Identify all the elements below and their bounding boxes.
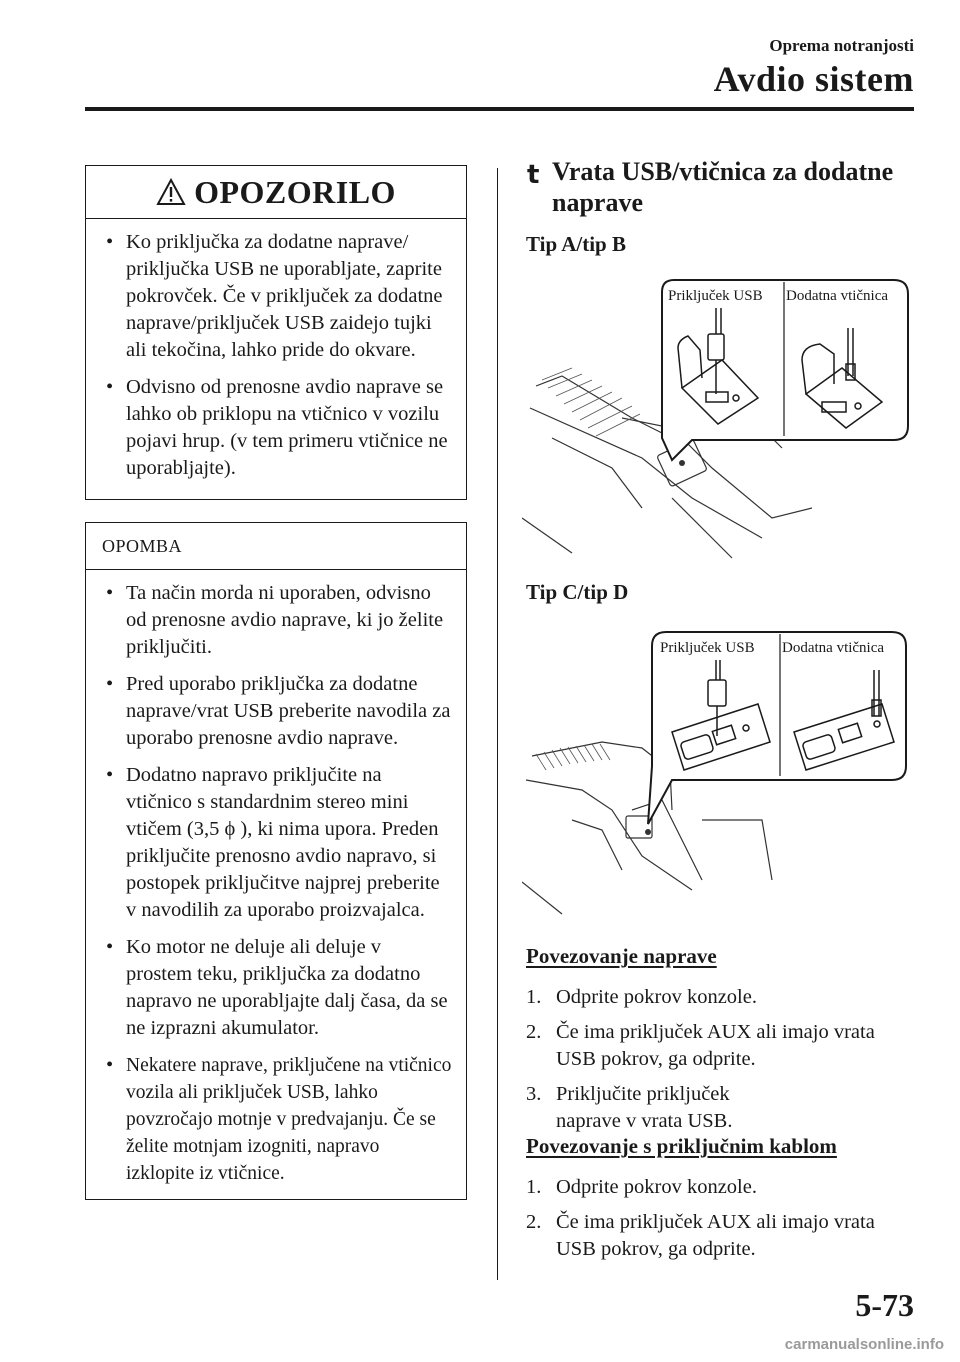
bullet: • — [106, 1054, 114, 1076]
note-item-text: Ta način morda ni uporaben, odvisno od prenosne avdio naprave, ki jo želite priključiti. — [126, 582, 444, 658]
list-item — [102, 1052, 452, 1187]
step-number: 3. — [526, 1083, 542, 1105]
note-title: OPOMBA — [86, 523, 466, 570]
note-item-text: Pred uporabo priključka za dodatne naprave/vrat USB preberite navodila za uporabo prenosne avdio naprave. — [126, 673, 451, 749]
callout-aux-label: Dodatna vtičnica — [782, 640, 885, 656]
section-title: Vrata USB/vtičnica za dodatne naprave — [552, 157, 894, 217]
page-number: 5-73 — [855, 1287, 914, 1323]
list-item — [102, 374, 452, 482]
bullet: • — [106, 231, 114, 253]
bullet: • — [106, 936, 114, 958]
list-item — [102, 671, 452, 752]
step-number: 2. — [526, 1211, 542, 1233]
bullet: • — [106, 673, 114, 695]
note-item-text: Nekatere naprave, priključene na vtičnico vozila ali priključek USB, lahko povzročajo motnje v predvajanju. Če se želite motnjam izogniti, napravo izklopite iz vtičnice. — [126, 1055, 452, 1184]
note-list — [86, 570, 466, 1187]
step-number: 2. — [526, 1021, 542, 1043]
figure-usb-aux-type-cd — [522, 620, 918, 920]
list-item — [526, 1081, 916, 1135]
section-marker: t — [527, 160, 540, 190]
note-box — [85, 522, 467, 1200]
connect-cable-heading: Povezovanje s priključnim kablom — [526, 1134, 837, 1158]
list-item — [102, 762, 452, 924]
step-number: 1. — [526, 1176, 542, 1198]
column-divider — [497, 168, 498, 1280]
warning-header — [86, 166, 466, 219]
note-item-text: Ko motor ne deluje ali deluje v prostem teku, priključka za dodatno napravo ne uporabljajte dalj časa, da se ne izprazni akumulator. — [126, 936, 448, 1039]
step-text: Priključite priključek naprave v vrata USB. — [556, 1083, 733, 1132]
list-item — [526, 1019, 916, 1073]
note-item-text: Dodatno napravo priključite na vtičnico s standardnim stereo mini vtičem (3,5 ϕ ), ki nima upora. Preden priključite prenosno avdio napravo, si postopek priključitve najprej preberite v navodilih za uporabo proizvajalca. — [126, 764, 440, 921]
connect-device-steps — [526, 984, 916, 1143]
watermark: carmanualsonline.info — [784, 1336, 944, 1353]
step-text: Odprite pokrov konzole. — [556, 986, 757, 1008]
figure-label-c-d: Tip C/tip D — [526, 580, 629, 604]
chapter-title: Avdio sistem — [713, 59, 914, 99]
list-item — [102, 229, 452, 364]
bullet: • — [106, 764, 114, 786]
figure-usb-aux-type-ab — [522, 268, 918, 568]
list-item — [526, 1174, 916, 1201]
callout-usb-label: Priključek USB — [660, 640, 755, 656]
warning-list — [86, 219, 466, 482]
connect-cable-steps — [526, 1174, 916, 1271]
list-item — [526, 984, 916, 1011]
connect-device-heading: Povezovanje naprave — [526, 944, 717, 968]
step-text: Odprite pokrov konzole. — [556, 1176, 757, 1198]
warning-item-text: Ko priključka za dodatne naprave/ priključka USB ne uporabljate, zaprite pokrovček. Če v priključek za dodatne naprave/priključek USB zaidejo tujki ali tekočina, lahko pride do okvare. — [126, 231, 443, 361]
warning-triangle-icon — [156, 178, 186, 206]
callout-usb-label: Priključek USB — [668, 288, 763, 304]
section-header: Oprema notranjosti — [769, 36, 914, 55]
warning-title: OPOZORILO — [194, 173, 396, 210]
list-item — [102, 580, 452, 661]
header-rule — [85, 107, 914, 111]
figure-label-a-b: Tip A/tip B — [526, 232, 626, 256]
bullet: • — [106, 376, 114, 398]
warning-box — [85, 165, 467, 500]
warning-item-text: Odvisno od prenosne avdio naprave se lahko ob priklopu na vtičnico v vozilu pojavi hrup. (v tem primeru vtičnice ne uporabljajte). — [126, 376, 448, 479]
list-item — [526, 1209, 916, 1263]
step-number: 1. — [526, 986, 542, 1008]
step-text: Če ima priključek AUX ali imajo vrata USB pokrov, ga odprite. — [556, 1021, 875, 1070]
callout-aux-label: Dodatna vtičnica — [786, 288, 889, 304]
bullet: • — [106, 582, 114, 604]
list-item — [102, 934, 452, 1042]
step-text: Če ima priključek AUX ali imajo vrata USB pokrov, ga odprite. — [556, 1211, 875, 1260]
